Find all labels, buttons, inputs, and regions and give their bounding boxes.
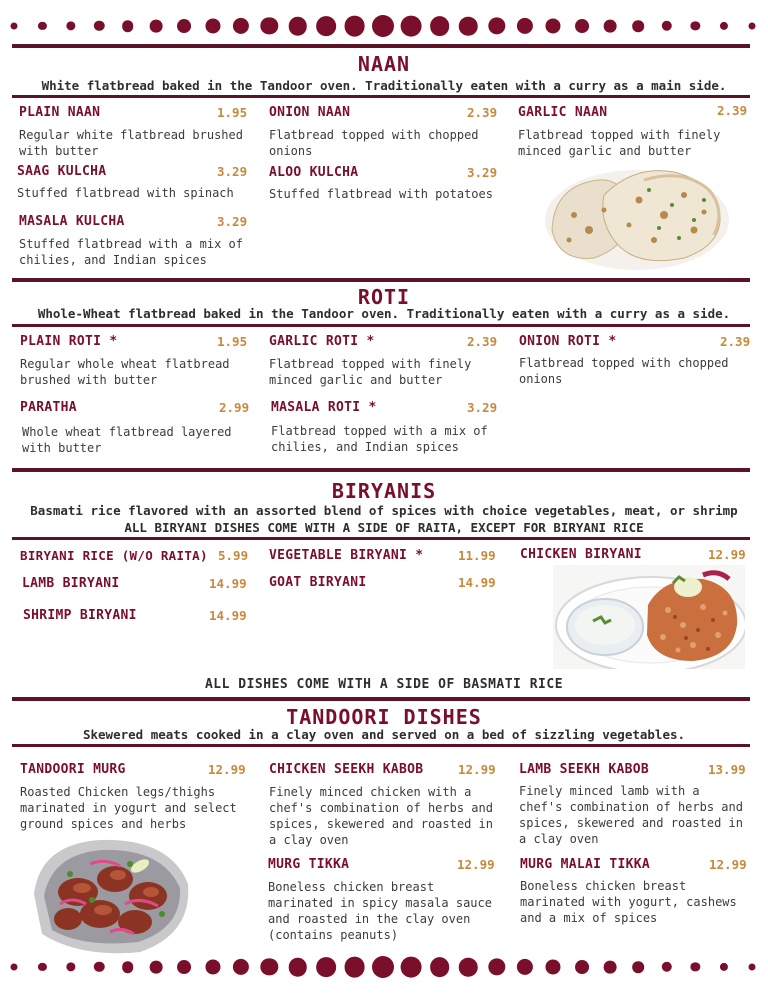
border-dot bbox=[38, 22, 46, 30]
tandoori-chicken-photo bbox=[30, 834, 192, 958]
border-dot bbox=[633, 961, 645, 973]
item-name: SAAG KULCHA bbox=[17, 164, 107, 179]
item-price: 13.99 bbox=[708, 762, 746, 777]
border-dot bbox=[720, 22, 728, 30]
item-description: Flatbread topped with a mix of chilies, and Indian spices bbox=[271, 424, 488, 454]
border-dot bbox=[575, 960, 589, 974]
border-dot bbox=[66, 962, 75, 971]
item-name: CHICKEN BIRYANI bbox=[520, 547, 642, 562]
border-dot bbox=[205, 959, 220, 974]
item-name: MURG TIKKA bbox=[268, 857, 350, 872]
border-dot bbox=[691, 21, 700, 30]
item-name: BIRYANI RICE (W/O RAITA) bbox=[20, 548, 208, 563]
border-dot bbox=[94, 21, 104, 31]
border-dot bbox=[662, 962, 672, 972]
border-dot bbox=[633, 20, 645, 32]
border-dot bbox=[546, 959, 561, 974]
item-name: VEGETABLE BIRYANI * bbox=[269, 548, 424, 563]
item-price: 12.99 bbox=[708, 547, 746, 562]
divider bbox=[12, 744, 750, 747]
border-dot bbox=[94, 962, 104, 972]
item-price: 5.99 bbox=[218, 548, 249, 563]
item-price: 14.99 bbox=[209, 608, 247, 623]
border-dot bbox=[517, 959, 533, 975]
item-price: 11.99 bbox=[458, 548, 496, 563]
border-dot bbox=[604, 20, 617, 33]
item-name: MASALA KULCHA bbox=[19, 214, 125, 229]
item-price: 3.29 bbox=[217, 164, 248, 179]
item-name: PLAIN ROTI * bbox=[20, 334, 118, 349]
section-title-roti: ROTI bbox=[357, 285, 411, 309]
section-description-naan: White flatbread baked in the Tandoor oven. Traditionally eaten with a curry as a main side. bbox=[41, 78, 727, 93]
divider bbox=[12, 95, 750, 98]
item-price: 12.99 bbox=[457, 857, 495, 872]
divider bbox=[12, 324, 750, 327]
border-dot bbox=[401, 16, 422, 37]
item-name: ONION NAAN bbox=[269, 105, 351, 120]
item-name: GARLIC ROTI * bbox=[269, 334, 375, 349]
item-name: LAMB SEEKH KABOB bbox=[519, 762, 650, 777]
border-dot bbox=[401, 957, 422, 978]
garlic-naan-photo bbox=[544, 160, 730, 270]
section-title-naan: NAAN bbox=[357, 52, 411, 76]
item-name: PARATHA bbox=[20, 400, 77, 415]
divider bbox=[12, 44, 750, 48]
item-description: Stuffed flatbread with a mix of chilies, and Indian spices bbox=[19, 237, 243, 267]
border-dot bbox=[233, 959, 249, 975]
item-price: 2.39 bbox=[720, 334, 751, 349]
biryani-raita-note: ALL BIRYANI DISHES COME WITH A SIDE OF RAITA, EXCEPT FOR BIRYANI RICE bbox=[124, 520, 644, 535]
item-price: 2.99 bbox=[219, 400, 250, 415]
border-dot bbox=[430, 957, 450, 977]
item-name: GARLIC NAAN bbox=[518, 105, 608, 120]
item-price: 12.99 bbox=[709, 857, 747, 872]
item-price: 2.39 bbox=[467, 334, 498, 349]
item-description: Boneless chicken breast marinated in spicy masala sauce and roasted in the clay oven (contains peanuts) bbox=[268, 880, 492, 942]
item-price: 3.29 bbox=[467, 400, 498, 415]
item-description: Stuffed flatbread with spinach bbox=[17, 186, 234, 200]
item-description: Finely minced lamb with a chef's combination of herbs and spices, skewered and roasted in a clay oven bbox=[519, 784, 743, 846]
item-price: 1.95 bbox=[217, 105, 248, 120]
chicken-biryani-photo bbox=[553, 565, 745, 669]
border-dot bbox=[122, 20, 134, 32]
item-name: PLAIN NAAN bbox=[19, 105, 101, 120]
border-dot bbox=[11, 964, 18, 971]
border-dot bbox=[316, 957, 336, 977]
item-description: Regular white flatbread brushed with butter bbox=[19, 128, 243, 158]
border-dot bbox=[488, 17, 505, 34]
border-dot bbox=[289, 958, 308, 977]
item-description: Flatbread topped with finely minced garlic and butter bbox=[269, 357, 472, 387]
item-price: 2.39 bbox=[717, 103, 748, 118]
item-name: ALOO KULCHA bbox=[269, 165, 359, 180]
border-dot bbox=[517, 18, 533, 34]
item-description: Finely minced chicken with a chef's combination of herbs and spices, skewered and roasted in a clay oven bbox=[269, 785, 493, 847]
divider bbox=[12, 697, 750, 701]
item-description: Roasted Chicken legs/thighs marinated in yogurt and select ground spices and herbs bbox=[20, 785, 237, 831]
border-dot bbox=[205, 18, 220, 33]
item-price: 14.99 bbox=[458, 575, 496, 590]
section-title-tandoori: TANDOORI DISHES bbox=[286, 705, 482, 729]
section-description-biryanis: Basmati rice flavored with an assorted blend of spices with choice vegetables, meat, or shrimp bbox=[30, 503, 738, 518]
item-name: GOAT BIRYANI bbox=[269, 575, 367, 590]
item-name: CHICKEN SEEKH KABOB bbox=[269, 762, 424, 777]
border-dot bbox=[430, 16, 450, 36]
border-dot bbox=[749, 23, 756, 30]
border-dot bbox=[316, 16, 336, 36]
border-dot bbox=[177, 960, 191, 974]
item-name: SHRIMP BIRYANI bbox=[23, 608, 137, 623]
divider bbox=[12, 468, 750, 472]
item-description: Whole wheat flatbread layered with butter bbox=[22, 425, 232, 455]
border-dot bbox=[11, 23, 18, 30]
section-description-tandoori: Skewered meats cooked in a clay oven and served on a bed of sizzling vegetables. bbox=[82, 727, 686, 742]
border-dot bbox=[177, 19, 191, 33]
border-dot bbox=[344, 16, 365, 37]
divider bbox=[12, 537, 750, 540]
border-dot bbox=[233, 18, 249, 34]
border-dot bbox=[749, 964, 756, 971]
border-dot bbox=[546, 18, 561, 33]
border-dot bbox=[344, 957, 365, 978]
item-name: MASALA ROTI * bbox=[271, 400, 377, 415]
item-description: Flatbread topped with finely minced garlic and butter bbox=[518, 128, 721, 158]
item-name: MURG MALAI TIKKA bbox=[520, 857, 651, 872]
item-price: 12.99 bbox=[208, 762, 246, 777]
border-dot bbox=[459, 958, 478, 977]
border-dot bbox=[38, 963, 46, 971]
border-dot bbox=[372, 956, 394, 978]
divider bbox=[12, 278, 750, 282]
item-price: 14.99 bbox=[209, 576, 247, 591]
border-dot bbox=[261, 958, 278, 975]
bottom-dot-border bbox=[0, 953, 768, 981]
border-dot bbox=[604, 961, 617, 974]
item-description: Flatbread topped with chopped onions bbox=[269, 128, 479, 158]
section-description-roti: Whole-Wheat flatbread baked in the Tandoor oven. Traditionally eaten with a curry as a side. bbox=[37, 306, 731, 321]
border-dot bbox=[150, 961, 163, 974]
item-price: 12.99 bbox=[458, 762, 496, 777]
item-name: TANDOORI MURG bbox=[20, 762, 126, 777]
top-dot-border bbox=[0, 12, 768, 40]
item-description: Boneless chicken breast marinated with yogurt, cashews and a mix of spices bbox=[520, 879, 737, 925]
item-description: Stuffed flatbread with potatoes bbox=[269, 187, 493, 201]
border-dot bbox=[66, 21, 75, 30]
section-title-biryanis: BIRYANIS bbox=[331, 479, 437, 503]
border-dot bbox=[720, 963, 728, 971]
basmati-rice-note: ALL DISHES COME WITH A SIDE OF BASMATI RICE bbox=[204, 677, 564, 692]
border-dot bbox=[122, 961, 134, 973]
border-dot bbox=[691, 962, 700, 971]
border-dot bbox=[488, 958, 505, 975]
item-description: Flatbread topped with chopped onions bbox=[519, 356, 729, 386]
item-price: 2.39 bbox=[467, 105, 498, 120]
border-dot bbox=[289, 17, 308, 36]
item-price: 1.95 bbox=[217, 334, 248, 349]
border-dot bbox=[575, 19, 589, 33]
item-price: 3.29 bbox=[467, 165, 498, 180]
item-name: LAMB BIRYANI bbox=[22, 576, 120, 591]
item-price: 3.29 bbox=[217, 214, 248, 229]
border-dot bbox=[150, 20, 163, 33]
item-description: Regular whole wheat flatbread brushed with butter bbox=[20, 357, 230, 387]
border-dot bbox=[459, 17, 478, 36]
border-dot bbox=[261, 17, 278, 34]
item-name: ONION ROTI * bbox=[519, 334, 617, 349]
border-dot bbox=[372, 15, 394, 37]
border-dot bbox=[662, 21, 672, 31]
